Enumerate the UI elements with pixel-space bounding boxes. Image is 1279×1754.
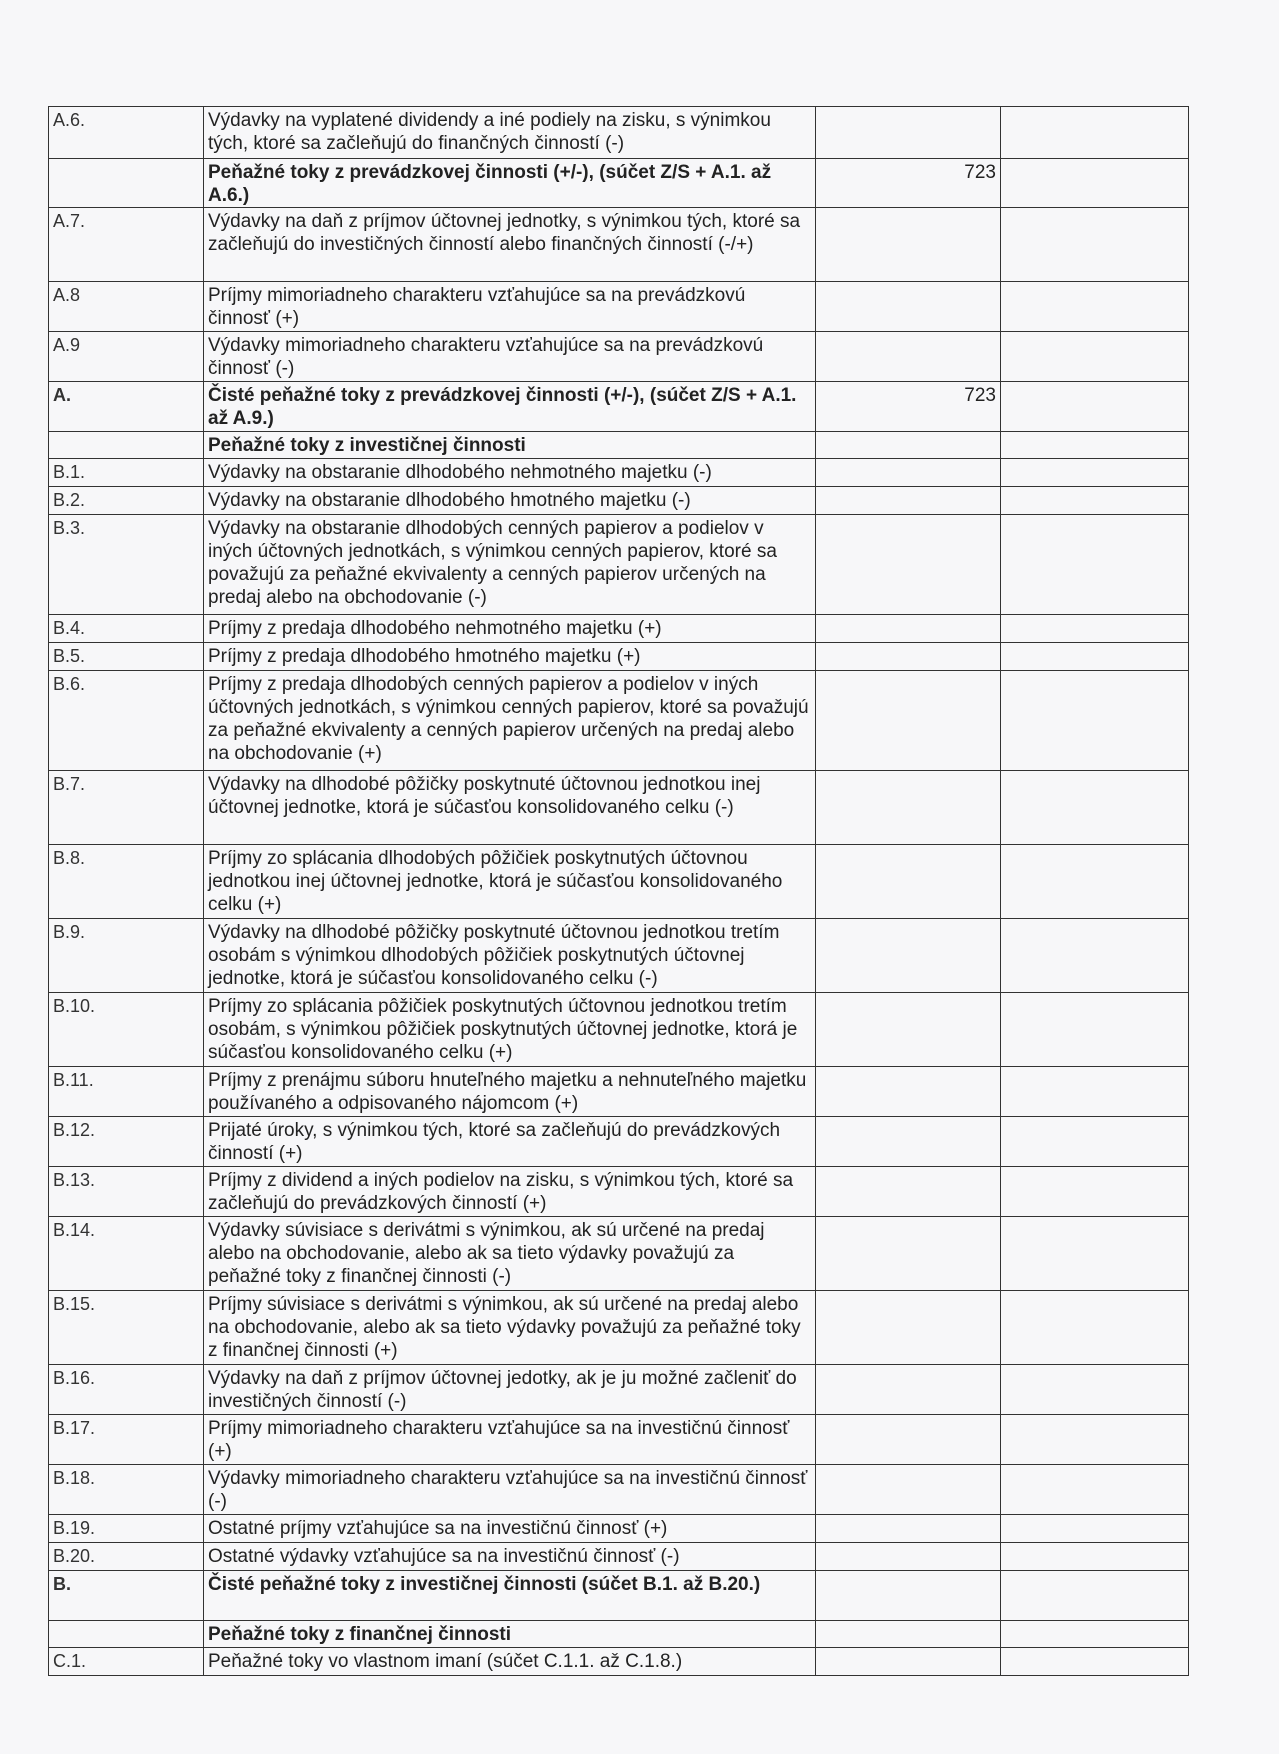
table-row [49, 107, 1189, 159]
row-value-current [816, 1167, 1001, 1217]
row-code: B.20. [49, 1543, 204, 1571]
table-row [49, 615, 1189, 643]
row-value-current [816, 1515, 1001, 1543]
table-row [49, 993, 1189, 1067]
row-value-current [816, 332, 1001, 382]
row-code: B.8. [49, 845, 204, 919]
row-value-current: 723 [816, 159, 1001, 208]
table-row [49, 643, 1189, 671]
row-description: Peňažné toky z prevádzkovej činnosti (+/-), (súčet Z/S + A.1. až A.6.) [204, 159, 816, 208]
row-description: Čisté peňažné toky z investičnej činnosti (súčet B.1. až B.20.) [204, 1571, 816, 1621]
row-value-previous [1001, 1167, 1189, 1217]
table-row [49, 1621, 1189, 1648]
row-value-previous [1001, 1648, 1189, 1676]
row-value-current [816, 1571, 1001, 1621]
row-value-current [816, 208, 1001, 282]
row-value-current [816, 515, 1001, 615]
table-row [49, 671, 1189, 771]
row-code: A. [49, 382, 204, 432]
row-description: Prijaté úroky, s výnimkou tých, ktoré sa začleňujú do prevádzkových činností (+) [204, 1117, 816, 1167]
row-code: B.10. [49, 993, 204, 1067]
table-row [49, 1291, 1189, 1365]
row-value-previous [1001, 1543, 1189, 1571]
row-description: Príjmy z prenájmu súboru hnuteľného majetku a nehnuteľného majetku používaného a odpisovaného nájomcom (+) [204, 1067, 816, 1117]
row-code: A.8 [49, 282, 204, 332]
row-value-previous [1001, 615, 1189, 643]
table-row [49, 1167, 1189, 1217]
row-value-previous [1001, 1067, 1189, 1117]
row-value-previous [1001, 643, 1189, 671]
row-description: Ostatné výdavky vzťahujúce sa na investičnú činnosť (-) [204, 1543, 816, 1571]
table-row [49, 1465, 1189, 1515]
row-value-current [816, 615, 1001, 643]
row-value-previous [1001, 671, 1189, 771]
row-code [49, 159, 204, 208]
row-value-current [816, 919, 1001, 993]
row-description: Príjmy z predaja dlhodobých cenných papierov a podielov v iných účtovných jednotkách, s výnimkou cenných papierov, ktoré sa považujú za peňažné ekvivalenty a cenných papierov určených na predaj alebo na obchodovanie (+) [204, 671, 816, 771]
row-value-current [816, 1217, 1001, 1291]
row-code: B.17. [49, 1415, 204, 1465]
row-value-previous [1001, 487, 1189, 515]
table-row [49, 208, 1189, 282]
cash-flow-table [48, 106, 1189, 1676]
row-value-current [816, 1415, 1001, 1465]
row-code: B.18. [49, 1465, 204, 1515]
cash-flow-table-body [49, 107, 1189, 1676]
row-value-previous [1001, 1571, 1189, 1621]
row-code: B.9. [49, 919, 204, 993]
row-description: Výdavky súvisiace s derivátmi s výnimkou, ak sú určené na predaj alebo na obchodovanie, alebo ak sa tieto výdavky považujú za peňažné toky z finančnej činnosti (-) [204, 1217, 816, 1291]
table-row [49, 1571, 1189, 1621]
row-value-current [816, 1365, 1001, 1415]
row-code: B.5. [49, 643, 204, 671]
row-description: Výdavky na obstaranie dlhodobých cenných papierov a podielov v iných účtovných jednotkách, s výnimkou cenných papierov, ktoré sa považujú za peňažné ekvivalenty a cenných papierov určených na predaj alebo na obchodovanie (-) [204, 515, 816, 615]
row-description: Výdavky mimoriadneho charakteru vzťahujúce sa na prevádzkovú činnosť (-) [204, 332, 816, 382]
table-row [49, 487, 1189, 515]
row-description: Peňažné toky z investičnej činnosti [204, 432, 816, 459]
row-value-previous [1001, 208, 1189, 282]
table-row [49, 1117, 1189, 1167]
row-value-current [816, 1621, 1001, 1648]
row-value-current [816, 107, 1001, 159]
table-row [49, 919, 1189, 993]
row-value-current [816, 671, 1001, 771]
row-description: Príjmy mimoriadneho charakteru vzťahujúce sa na prevádzkovú činnosť (+) [204, 282, 816, 332]
row-code: B. [49, 1571, 204, 1621]
row-description: Výdavky mimoriadneho charakteru vzťahujúce sa na investičnú činnosť (-) [204, 1465, 816, 1515]
table-row [49, 771, 1189, 845]
row-description: Príjmy zo splácania dlhodobých pôžičiek poskytnutých účtovnou jednotkou inej účtovnej jednotke, ktorá je súčasťou konsolidovaného celku (+) [204, 845, 816, 919]
table-row [49, 432, 1189, 459]
row-value-previous [1001, 382, 1189, 432]
row-value-previous [1001, 1291, 1189, 1365]
row-description: Výdavky na obstaranie dlhodobého hmotného majetku (-) [204, 487, 816, 515]
table-row [49, 1648, 1189, 1676]
row-code: B.16. [49, 1365, 204, 1415]
row-description: Výdavky na vyplatené dividendy a iné podiely na zisku, s výnimkou tých, ktoré sa začleňujú do finančných činností (-) [204, 107, 816, 159]
row-value-current [816, 459, 1001, 487]
row-value-previous [1001, 282, 1189, 332]
row-value-previous [1001, 332, 1189, 382]
row-description: Výdavky na daň z príjmov účtovnej jedotky, ak je ju možné začleniť do investičných činností (-) [204, 1365, 816, 1415]
table-row [49, 1543, 1189, 1571]
row-value-previous [1001, 159, 1189, 208]
row-value-current: 723 [816, 382, 1001, 432]
row-description: Výdavky na obstaranie dlhodobého nehmotného majetku (-) [204, 459, 816, 487]
row-code: B.7. [49, 771, 204, 845]
row-description: Príjmy súvisiace s derivátmi s výnimkou, ak sú určené na predaj alebo na obchodovanie, alebo ak sa tieto výdavky považujú za peňažné toky z finančnej činnosti (+) [204, 1291, 816, 1365]
row-code: B.4. [49, 615, 204, 643]
row-value-current [816, 1067, 1001, 1117]
row-code: B.13. [49, 1167, 204, 1217]
row-description: Peňažné toky vo vlastnom imaní (súčet C.1.1. až C.1.8.) [204, 1648, 816, 1676]
table-row [49, 159, 1189, 208]
table-row [49, 332, 1189, 382]
row-value-previous [1001, 432, 1189, 459]
row-code: B.11. [49, 1067, 204, 1117]
row-value-current [816, 643, 1001, 671]
table-row [49, 1515, 1189, 1543]
row-code [49, 432, 204, 459]
row-value-previous [1001, 993, 1189, 1067]
row-value-current [816, 1291, 1001, 1365]
table-row [49, 459, 1189, 487]
table-row [49, 845, 1189, 919]
row-value-previous [1001, 515, 1189, 615]
row-code: B.19. [49, 1515, 204, 1543]
row-code: B.1. [49, 459, 204, 487]
row-description: Čisté peňažné toky z prevádzkovej činnosti (+/-), (súčet Z/S + A.1. až A.9.) [204, 382, 816, 432]
table-row [49, 1365, 1189, 1415]
row-value-current [816, 1465, 1001, 1515]
row-value-current [816, 1117, 1001, 1167]
row-value-current [816, 432, 1001, 459]
table-row [49, 382, 1189, 432]
row-value-previous [1001, 459, 1189, 487]
row-code: A.6. [49, 107, 204, 159]
row-description: Príjmy mimoriadneho charakteru vzťahujúce sa na investičnú činnosť (+) [204, 1415, 816, 1465]
row-value-previous [1001, 771, 1189, 845]
table-row [49, 1067, 1189, 1117]
row-description: Príjmy z predaja dlhodobého nehmotného majetku (+) [204, 615, 816, 643]
row-value-previous [1001, 845, 1189, 919]
row-value-previous [1001, 1117, 1189, 1167]
row-description: Výdavky na dlhodobé pôžičky poskytnuté účtovnou jednotkou tretím osobám s výnimkou dlhodobých pôžičiek poskytnutých účtovnej jednotke, ktorá je súčasťou konsolidovaného celku (-) [204, 919, 816, 993]
table-row [49, 1415, 1189, 1465]
row-code: B.14. [49, 1217, 204, 1291]
row-description: Výdavky na daň z príjmov účtovnej jednotky, s výnimkou tých, ktoré sa začleňujú do investičných činností alebo finančných činností (-/+) [204, 208, 816, 282]
table-row [49, 515, 1189, 615]
row-value-previous [1001, 107, 1189, 159]
table-row [49, 1217, 1189, 1291]
row-code: C.1. [49, 1648, 204, 1676]
row-value-current [816, 845, 1001, 919]
table-row [49, 282, 1189, 332]
row-value-current [816, 1543, 1001, 1571]
row-value-current [816, 993, 1001, 1067]
row-code: B.12. [49, 1117, 204, 1167]
row-description: Príjmy z predaja dlhodobého hmotného majetku (+) [204, 643, 816, 671]
row-value-previous [1001, 1621, 1189, 1648]
row-code: B.15. [49, 1291, 204, 1365]
row-description: Ostatné príjmy vzťahujúce sa na investičnú činnosť (+) [204, 1515, 816, 1543]
row-code: B.3. [49, 515, 204, 615]
row-code: B.2. [49, 487, 204, 515]
row-value-current [816, 771, 1001, 845]
row-description: Peňažné toky z finančnej činnosti [204, 1621, 816, 1648]
row-description: Výdavky na dlhodobé pôžičky poskytnuté účtovnou jednotkou inej účtovnej jednotke, ktorá je súčasťou konsolidovaného celku (-) [204, 771, 816, 845]
row-value-current [816, 1648, 1001, 1676]
row-value-previous [1001, 1465, 1189, 1515]
row-value-previous [1001, 1515, 1189, 1543]
row-value-previous [1001, 1415, 1189, 1465]
row-value-previous [1001, 1217, 1189, 1291]
row-value-previous [1001, 919, 1189, 993]
row-code [49, 1621, 204, 1648]
row-value-current [816, 282, 1001, 332]
row-description: Príjmy zo splácania pôžičiek poskytnutých účtovnou jednotkou tretím osobám, s výnimkou pôžičiek poskytnutých účtovnej jednotke, ktorá je súčasťou konsolidovaného celku (+) [204, 993, 816, 1067]
row-code: A.7. [49, 208, 204, 282]
row-description: Príjmy z dividend a iných podielov na zisku, s výnimkou tých, ktoré sa začleňujú do prevádzkových činností (+) [204, 1167, 816, 1217]
row-value-current [816, 487, 1001, 515]
row-code: B.6. [49, 671, 204, 771]
row-code: A.9 [49, 332, 204, 382]
row-value-previous [1001, 1365, 1189, 1415]
